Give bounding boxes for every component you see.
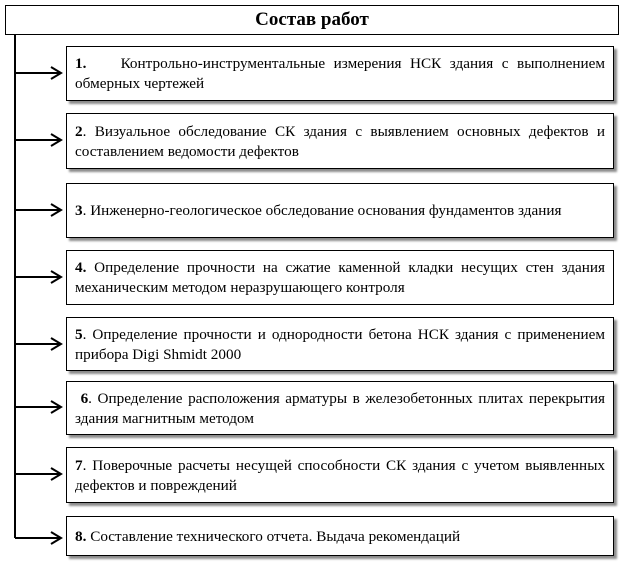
step-number: 2 [75, 122, 83, 140]
step-number: 6 [80, 389, 89, 407]
arrow-step-5 [15, 337, 63, 351]
arrow-step-3 [15, 203, 63, 217]
arrow-step-7 [15, 467, 63, 481]
step-text: . Визуальное обследование СК здания с выявлением основных дефектов и составлением ведомости дефектов [75, 122, 605, 160]
step-box-6 [66, 381, 614, 435]
step-text: Определение прочности на сжатие каменной кладки несущих стен здания механическим методом неразрушающего контроля [75, 259, 606, 296]
step-number: 8. [75, 527, 87, 545]
step-text: . Инженерно-геологическое обследование основания фундаментов здания [82, 202, 562, 219]
arrow-step-6 [15, 400, 63, 414]
arrow-step-4 [15, 270, 63, 284]
step-text: Контрольно-инструментальные измерения НСК здания с выполнением обмерных чертежей [75, 55, 606, 92]
step-text: . Определение расположения арматуры в железобетонных плитах перекрытия здания магнитным методом [75, 389, 606, 427]
step-box-3 [66, 183, 614, 238]
step-box-2 [66, 113, 614, 169]
step-text: . Поверочные расчеты несущей способности СК здания с учетом выявленных дефектов и повреждений [75, 456, 605, 494]
diagram-title: Состав работ [5, 5, 619, 35]
arrow-step-8 [15, 531, 63, 545]
step-number: 5 [75, 325, 83, 343]
step-box-5 [66, 317, 614, 371]
step-number: 4. [75, 259, 87, 276]
step-box-1 [66, 46, 614, 101]
arrow-step-2 [15, 133, 63, 147]
step-box-7 [66, 447, 614, 503]
step-box-4 [66, 250, 614, 305]
step-number: 7 [75, 456, 83, 474]
vertical-connector-line [14, 35, 16, 538]
step-text: . Определение прочности и однородности бетона НСК здания с применением прибора Digi Shmidt 2000 [75, 325, 605, 363]
step-number: 3 [75, 202, 83, 219]
arrow-step-1 [15, 66, 63, 80]
step-text: Составление технического отчета. Выдача рекомендаций [90, 527, 461, 545]
step-box-8 [66, 516, 614, 556]
step-number: 1. [75, 55, 87, 72]
